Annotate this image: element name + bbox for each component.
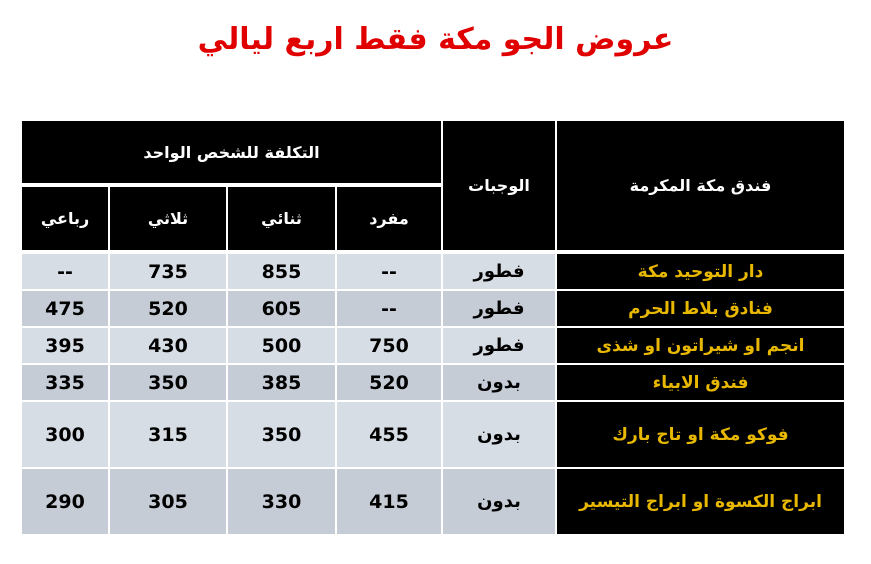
row-quad: 395	[22, 328, 108, 363]
row-triple: 315	[110, 402, 226, 467]
row-single: --	[337, 254, 441, 289]
header-cost-group: التكلفة للشخص الواحد	[22, 121, 441, 183]
row-hotel: فوكو مكة او تاج بارك	[557, 402, 844, 467]
row-single: 520	[337, 365, 441, 400]
row-hotel: فنادق بلاط الحرم	[557, 291, 844, 326]
row-hotel: ابراج الكسوة او ابراج التيسير	[557, 469, 844, 534]
row-meal: بدون	[443, 365, 555, 400]
header-hotel: فندق مكة المكرمة	[557, 121, 844, 250]
row-triple: 735	[110, 254, 226, 289]
row-quad: 300	[22, 402, 108, 467]
row-hotel: دار التوحيد مكة	[557, 254, 844, 289]
row-hotel: انجم او شيراتون او شذى	[557, 328, 844, 363]
header-single: مفرد	[337, 187, 441, 250]
row-quad: 290	[22, 469, 108, 534]
row-double: 385	[228, 365, 335, 400]
row-double: 605	[228, 291, 335, 326]
page-title: عروض الجو مكة فقط اربع ليالي	[197, 22, 674, 57]
header-quad: رباعي	[22, 187, 108, 250]
row-meal: بدون	[443, 402, 555, 467]
row-meal: بدون	[443, 469, 555, 534]
row-single: 750	[337, 328, 441, 363]
row-meal: فطور	[443, 328, 555, 363]
header-triple: ثلاثي	[110, 187, 226, 250]
row-double: 855	[228, 254, 335, 289]
row-hotel: فندق الابياء	[557, 365, 844, 400]
row-meal: فطور	[443, 254, 555, 289]
price-table	[22, 121, 844, 534]
header-double: ثنائي	[228, 187, 335, 250]
row-meal: فطور	[443, 291, 555, 326]
row-quad: --	[22, 254, 108, 289]
row-triple: 430	[110, 328, 226, 363]
row-triple: 520	[110, 291, 226, 326]
row-single: 415	[337, 469, 441, 534]
row-single: 455	[337, 402, 441, 467]
row-double: 350	[228, 402, 335, 467]
row-double: 330	[228, 469, 335, 534]
row-quad: 475	[22, 291, 108, 326]
header-meals: الوجبات	[443, 121, 555, 250]
row-double: 500	[228, 328, 335, 363]
row-single: --	[337, 291, 441, 326]
row-triple: 305	[110, 469, 226, 534]
row-triple: 350	[110, 365, 226, 400]
row-quad: 335	[22, 365, 108, 400]
